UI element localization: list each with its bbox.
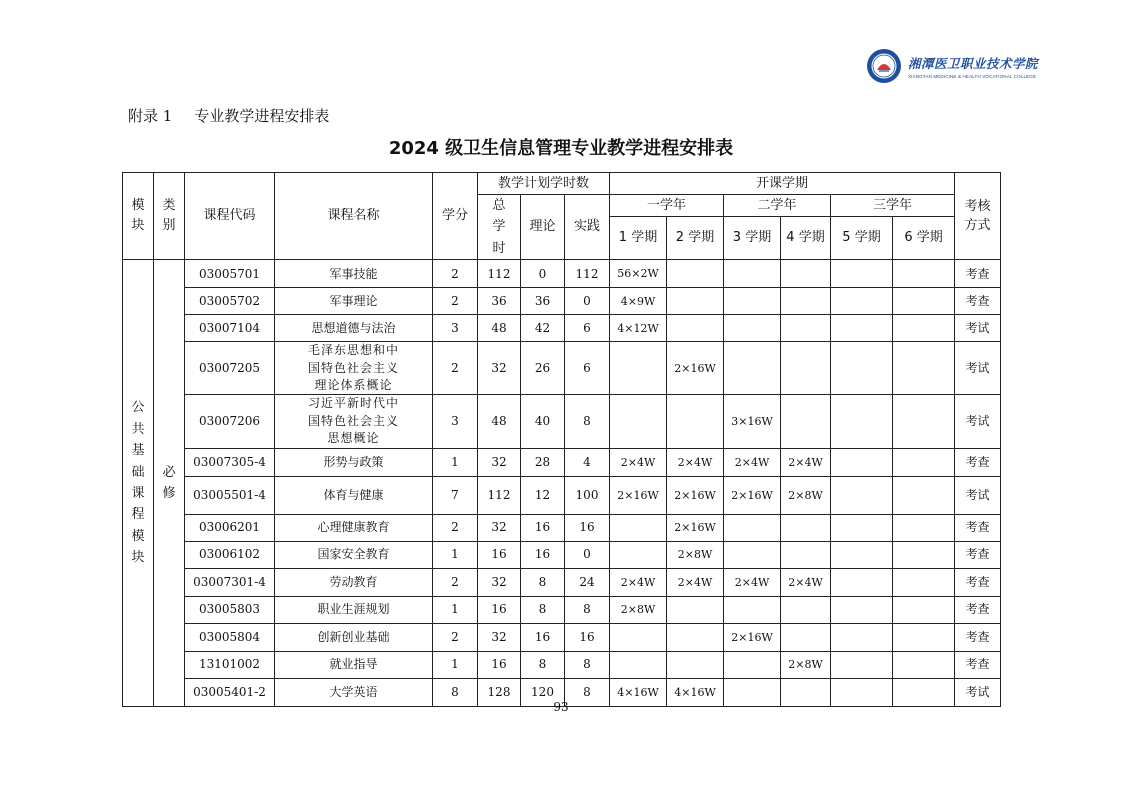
cell-s1: 4×9W	[610, 288, 667, 315]
cell-practice: 8	[565, 678, 610, 706]
cell-s5	[831, 623, 893, 651]
cell-credits: 2	[433, 260, 478, 288]
cell-practice: 112	[565, 260, 610, 288]
cell-credits: 1	[433, 448, 478, 476]
cell-s4	[781, 596, 831, 623]
cell-practice: 4	[565, 448, 610, 476]
table-row	[123, 596, 1001, 623]
college-seal-icon	[866, 48, 902, 84]
cell-theory: 8	[521, 596, 565, 623]
header-semester-3: 3 学期	[724, 216, 781, 260]
cell-s2	[667, 315, 724, 342]
cell-s2: 2×4W	[667, 448, 724, 476]
cell-theory: 36	[521, 288, 565, 315]
cell-name: 体育与健康	[275, 476, 433, 514]
cell-name: 思想道德与法治	[275, 315, 433, 342]
header-semester-2: 2 学期	[667, 216, 724, 260]
cell-total: 32	[478, 568, 521, 596]
header-semester-4: 4 学期	[781, 216, 831, 260]
cell-s3: 2×16W	[724, 476, 781, 514]
cell-theory: 8	[521, 651, 565, 678]
appendix-label: 附录 1	[128, 107, 173, 125]
cell-s3	[724, 260, 781, 288]
table-row	[123, 568, 1001, 596]
cell-credits: 2	[433, 623, 478, 651]
cell-s6	[893, 342, 955, 395]
cell-s3	[724, 514, 781, 541]
cell-s5	[831, 395, 893, 448]
cell-s2: 2×16W	[667, 514, 724, 541]
cell-name: 军事技能	[275, 260, 433, 288]
cell-s5	[831, 514, 893, 541]
cell-s4	[781, 514, 831, 541]
header-semester-5: 5 学期	[831, 216, 893, 260]
cell-s6	[893, 623, 955, 651]
cell-s1: 2×8W	[610, 596, 667, 623]
cell-exam: 考查	[955, 448, 1001, 476]
cell-code: 03005501-4	[185, 476, 275, 514]
cell-s5	[831, 541, 893, 568]
cell-s2: 2×4W	[667, 568, 724, 596]
header-category: 类别	[154, 173, 185, 260]
cell-s6	[893, 448, 955, 476]
cell-s1	[610, 342, 667, 395]
cell-credits: 1	[433, 541, 478, 568]
cell-s4	[781, 260, 831, 288]
cell-s2	[667, 260, 724, 288]
cell-name: 军事理论	[275, 288, 433, 315]
cell-exam: 考试	[955, 678, 1001, 706]
header-theory: 理论	[521, 195, 565, 260]
table-row	[123, 395, 1001, 448]
cell-s4	[781, 315, 831, 342]
cell-s3	[724, 596, 781, 623]
cell-code: 03006102	[185, 541, 275, 568]
cell-practice: 0	[565, 541, 610, 568]
cell-s5	[831, 342, 893, 395]
header-semester-6: 6 学期	[893, 216, 955, 260]
cell-practice: 100	[565, 476, 610, 514]
cell-s6	[893, 476, 955, 514]
cell-exam: 考试	[955, 342, 1001, 395]
cell-total: 128	[478, 678, 521, 706]
cell-s2: 4×16W	[667, 678, 724, 706]
cell-s1: 2×4W	[610, 568, 667, 596]
cell-practice: 8	[565, 395, 610, 448]
header-module: 模块	[123, 173, 154, 260]
cell-credits: 2	[433, 342, 478, 395]
college-name-en: XIANGTAN MEDICINE & HEALTH VOCATIONAL COLLEGE	[908, 73, 1037, 79]
cell-code: 03005803	[185, 596, 275, 623]
cell-theory: 28	[521, 448, 565, 476]
cell-exam: 考查	[955, 541, 1001, 568]
cell-credits: 1	[433, 596, 478, 623]
appendix-heading	[128, 105, 329, 126]
cell-s4	[781, 342, 831, 395]
cell-s1	[610, 395, 667, 448]
cell-s4	[781, 395, 831, 448]
cell-total: 36	[478, 288, 521, 315]
page-number: 93	[553, 700, 569, 714]
cell-s3: 2×4W	[724, 448, 781, 476]
table-row	[123, 260, 1001, 288]
cell-s6	[893, 395, 955, 448]
cell-theory: 120	[521, 678, 565, 706]
cell-theory: 16	[521, 541, 565, 568]
cell-s1: 56×2W	[610, 260, 667, 288]
cell-s1	[610, 514, 667, 541]
cell-name: 创新创业基础	[275, 623, 433, 651]
cell-credits: 8	[433, 678, 478, 706]
cell-s1	[610, 541, 667, 568]
cell-exam: 考查	[955, 651, 1001, 678]
cell-s1: 4×16W	[610, 678, 667, 706]
cell-practice: 6	[565, 315, 610, 342]
table-row	[123, 476, 1001, 514]
cell-s2	[667, 395, 724, 448]
cell-s4	[781, 541, 831, 568]
cell-exam: 考查	[955, 568, 1001, 596]
cell-s6	[893, 260, 955, 288]
cell-credits: 1	[433, 651, 478, 678]
cell-s3	[724, 342, 781, 395]
header-name: 课程名称	[275, 173, 433, 260]
cell-code: 03005701	[185, 260, 275, 288]
cell-s5	[831, 568, 893, 596]
college-logo	[866, 44, 1039, 88]
cell-credits: 2	[433, 568, 478, 596]
cell-s4: 2×8W	[781, 651, 831, 678]
cell-s2	[667, 651, 724, 678]
cell-code: 03007206	[185, 395, 275, 448]
table-row	[123, 315, 1001, 342]
cell-total: 32	[478, 448, 521, 476]
header-code: 课程代码	[185, 173, 275, 260]
cell-s1: 4×12W	[610, 315, 667, 342]
cell-s4: 2×4W	[781, 448, 831, 476]
cell-code: 03007305-4	[185, 448, 275, 476]
cell-total: 112	[478, 260, 521, 288]
cell-code: 03005804	[185, 623, 275, 651]
cell-practice: 0	[565, 288, 610, 315]
table-row	[123, 651, 1001, 678]
document-title: 2024 级卫生信息管理专业教学进程安排表	[388, 138, 734, 159]
cell-practice: 8	[565, 596, 610, 623]
cell-name: 劳动教育	[275, 568, 433, 596]
cell-practice: 16	[565, 514, 610, 541]
appendix-title: 专业教学进程安排表	[194, 107, 330, 125]
cell-exam: 考查	[955, 288, 1001, 315]
cell-exam: 考查	[955, 514, 1001, 541]
table-row	[123, 514, 1001, 541]
cell-s3: 2×4W	[724, 568, 781, 596]
cell-theory: 0	[521, 260, 565, 288]
table-row	[123, 448, 1001, 476]
header-year3: 三学年	[831, 195, 955, 217]
cell-total: 48	[478, 315, 521, 342]
header-year2: 二学年	[724, 195, 831, 217]
cell-s5	[831, 596, 893, 623]
cell-s2: 2×16W	[667, 342, 724, 395]
cell-total: 16	[478, 596, 521, 623]
cell-s5	[831, 448, 893, 476]
cell-exam: 考试	[955, 476, 1001, 514]
cell-credits: 2	[433, 288, 478, 315]
cell-credits: 3	[433, 315, 478, 342]
cell-code: 03007205	[185, 342, 275, 395]
category-cell: 必修	[154, 260, 185, 706]
cell-s3: 3×16W	[724, 395, 781, 448]
cell-exam: 考试	[955, 395, 1001, 448]
cell-practice: 6	[565, 342, 610, 395]
cell-code: 03005401-2	[185, 678, 275, 706]
table-row	[123, 342, 1001, 395]
cell-total: 16	[478, 651, 521, 678]
schedule-table	[122, 172, 1001, 707]
cell-theory: 26	[521, 342, 565, 395]
cell-s3	[724, 288, 781, 315]
cell-total: 48	[478, 395, 521, 448]
cell-s5	[831, 476, 893, 514]
cell-s1	[610, 623, 667, 651]
cell-name: 职业生涯规划	[275, 596, 433, 623]
cell-s3	[724, 541, 781, 568]
cell-s4	[781, 288, 831, 315]
cell-exam: 考查	[955, 596, 1001, 623]
cell-credits: 7	[433, 476, 478, 514]
cell-name: 习近平新时代中国特色社会主义思想概论	[275, 395, 433, 448]
cell-theory: 8	[521, 568, 565, 596]
table-row	[123, 288, 1001, 315]
cell-total: 32	[478, 342, 521, 395]
header-practice: 实践	[565, 195, 610, 260]
cell-s2: 2×16W	[667, 476, 724, 514]
cell-s6	[893, 568, 955, 596]
cell-s2	[667, 288, 724, 315]
module-cell: 公共基础课程模块	[123, 260, 154, 706]
cell-code: 03005702	[185, 288, 275, 315]
cell-s5	[831, 288, 893, 315]
cell-s2	[667, 596, 724, 623]
cell-code: 03006201	[185, 514, 275, 541]
header-terms-group: 开课学期	[610, 173, 955, 195]
cell-theory: 12	[521, 476, 565, 514]
table-row	[123, 541, 1001, 568]
cell-total: 112	[478, 476, 521, 514]
cell-total: 16	[478, 541, 521, 568]
cell-s6	[893, 596, 955, 623]
cell-credits: 3	[433, 395, 478, 448]
header-semester-1: 1 学期	[610, 216, 667, 260]
cell-theory: 16	[521, 623, 565, 651]
cell-name: 就业指导	[275, 651, 433, 678]
cell-total: 32	[478, 514, 521, 541]
cell-name: 毛泽东思想和中国特色社会主义理论体系概论	[275, 342, 433, 395]
cell-s2: 2×8W	[667, 541, 724, 568]
header-total: 总学时	[478, 195, 521, 260]
cell-s5	[831, 260, 893, 288]
cell-s5	[831, 315, 893, 342]
cell-exam: 考查	[955, 260, 1001, 288]
cell-theory: 40	[521, 395, 565, 448]
cell-s3	[724, 315, 781, 342]
cell-name: 国家安全教育	[275, 541, 433, 568]
cell-name: 心理健康教育	[275, 514, 433, 541]
cell-name: 形势与政策	[275, 448, 433, 476]
cell-code: 03007104	[185, 315, 275, 342]
cell-practice: 16	[565, 623, 610, 651]
cell-s6	[893, 651, 955, 678]
cell-s6	[893, 288, 955, 315]
cell-practice: 24	[565, 568, 610, 596]
header-hours-group: 教学计划学时数	[478, 173, 610, 195]
cell-s1: 2×4W	[610, 448, 667, 476]
cell-s1	[610, 651, 667, 678]
cell-s5	[831, 651, 893, 678]
cell-s6	[893, 541, 955, 568]
cell-theory: 16	[521, 514, 565, 541]
cell-exam: 考试	[955, 315, 1001, 342]
cell-practice: 8	[565, 651, 610, 678]
cell-exam: 考查	[955, 623, 1001, 651]
cell-s3: 2×16W	[724, 623, 781, 651]
cell-s1: 2×16W	[610, 476, 667, 514]
cell-s6	[893, 514, 955, 541]
table-row	[123, 623, 1001, 651]
cell-theory: 42	[521, 315, 565, 342]
cell-s6	[893, 315, 955, 342]
cell-s4: 2×4W	[781, 568, 831, 596]
cell-s4: 2×8W	[781, 476, 831, 514]
cell-code: 03007301-4	[185, 568, 275, 596]
college-name-cn: 湘潭医卫职业技术学院	[908, 55, 1039, 71]
cell-s2	[667, 623, 724, 651]
header-year1: 一学年	[610, 195, 724, 217]
header-assessment: 考核方式	[955, 173, 1001, 260]
cell-credits: 2	[433, 514, 478, 541]
cell-s4	[781, 623, 831, 651]
cell-code: 13101002	[185, 651, 275, 678]
cell-name: 大学英语	[275, 678, 433, 706]
header-credits: 学分	[433, 173, 478, 260]
cell-s3	[724, 651, 781, 678]
cell-total: 32	[478, 623, 521, 651]
